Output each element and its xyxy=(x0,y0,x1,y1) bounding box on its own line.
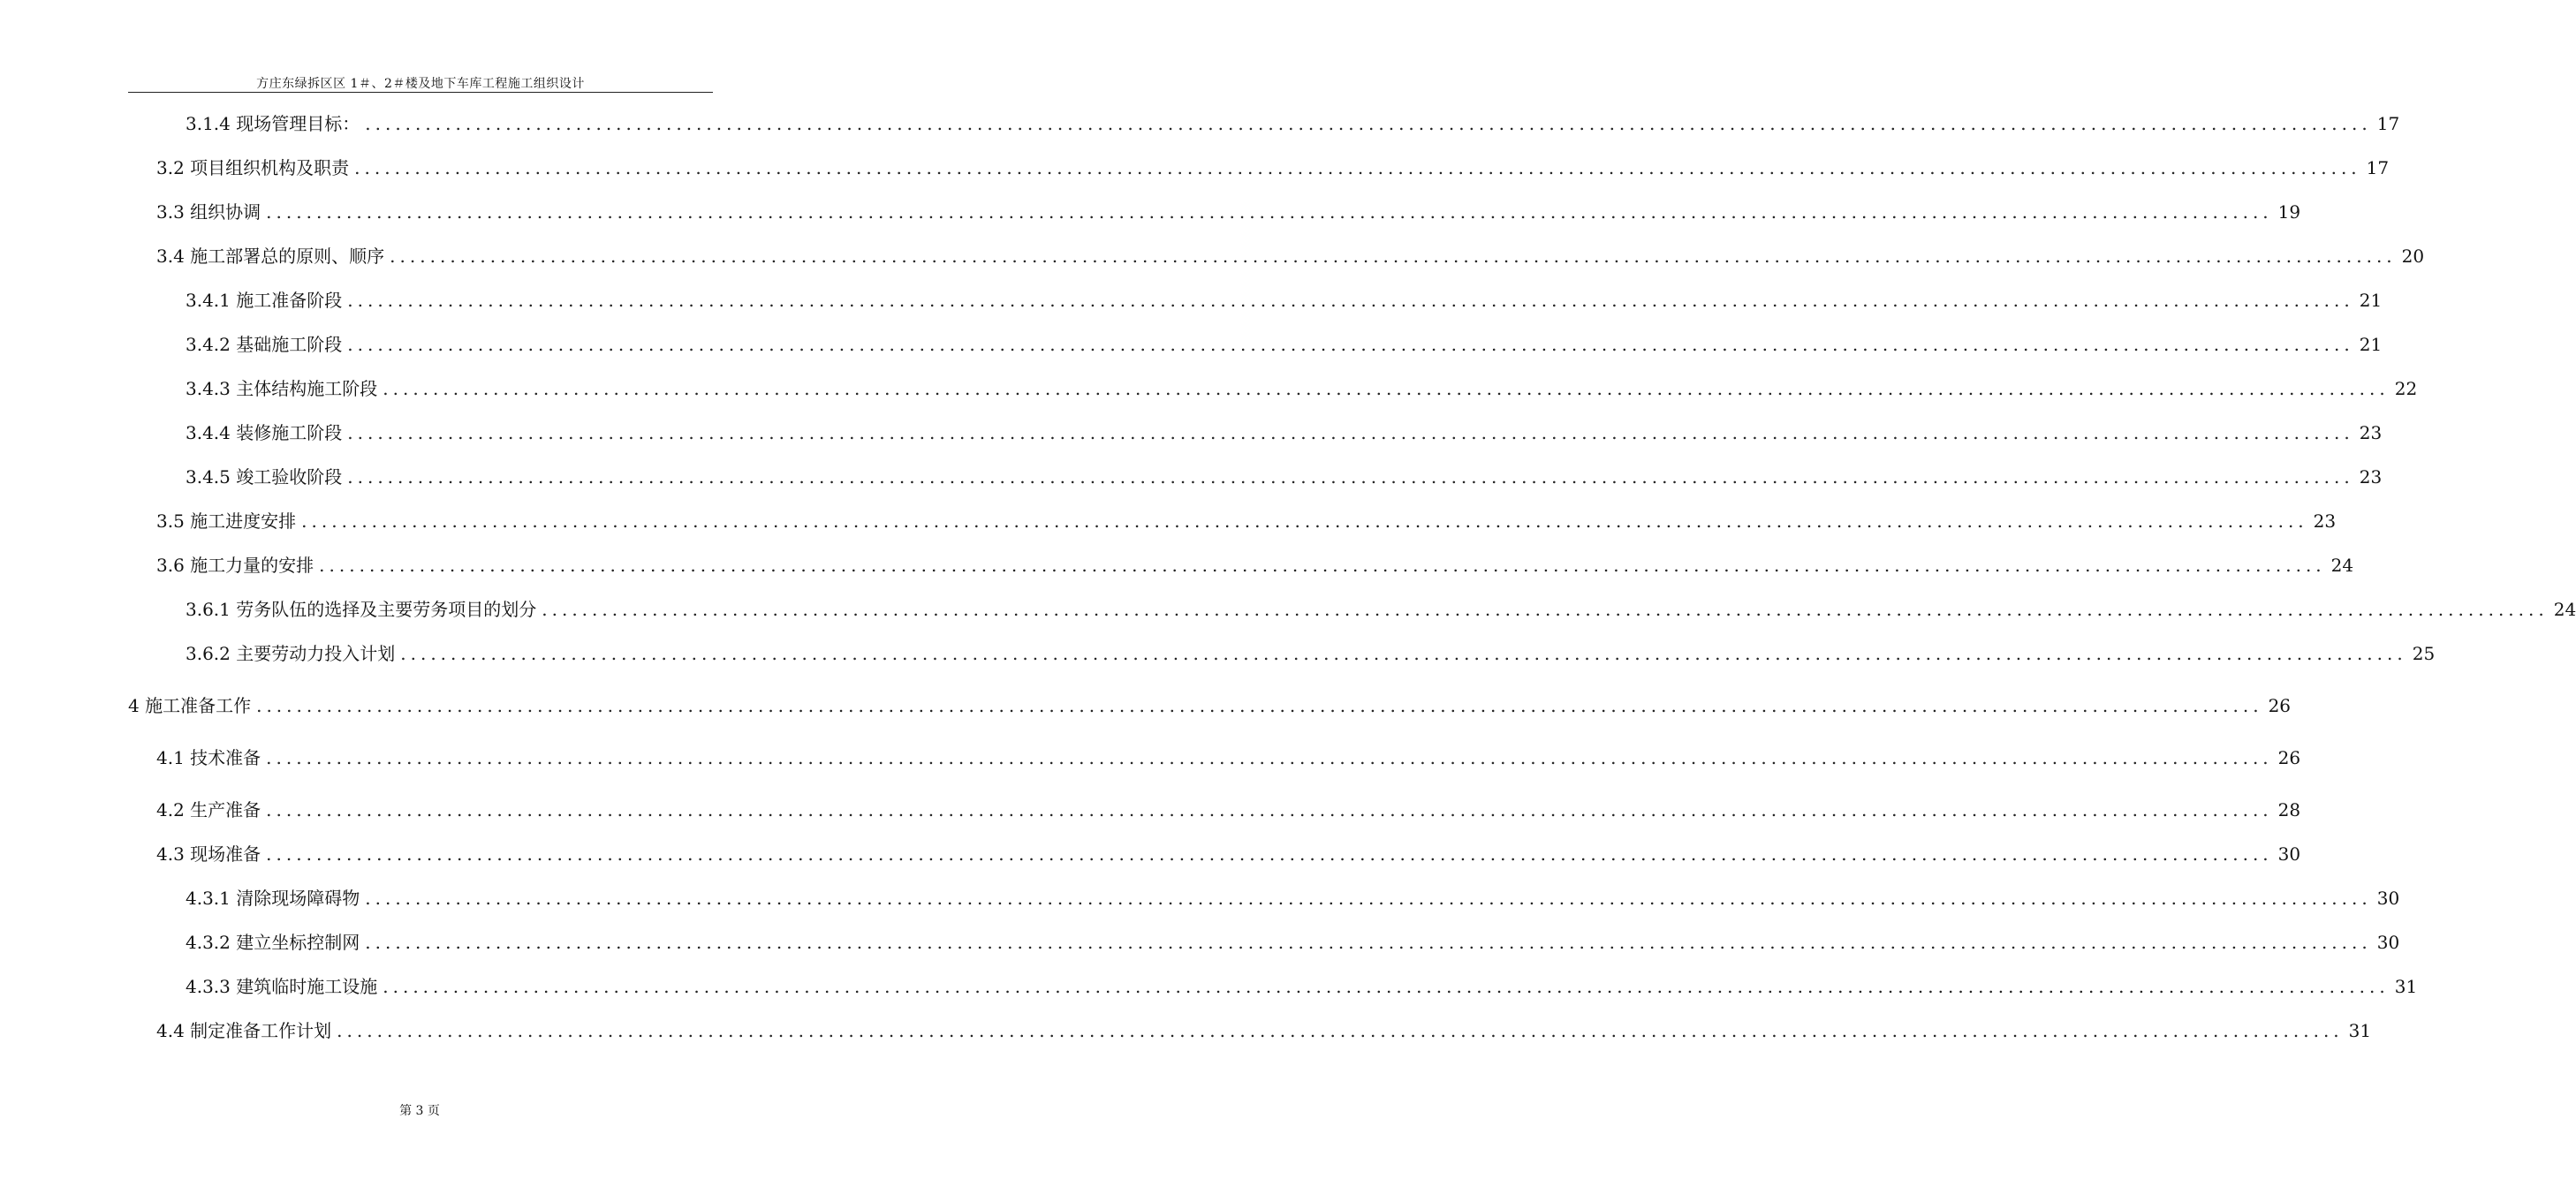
toc-entry[interactable] xyxy=(156,843,2301,866)
toc-entry-title: 4 施工准备工作 xyxy=(128,695,252,716)
toc-leader-dots: ........................................................................................................................................................................................................ xyxy=(266,799,2273,820)
toc-entry[interactable] xyxy=(186,642,2436,665)
toc-entry-page: 28 xyxy=(2277,799,2301,820)
toc-entry[interactable] xyxy=(186,289,2383,312)
toc-entry[interactable] xyxy=(186,465,2383,488)
toc-entry-title: 3.4.5 竣工验收阶段 xyxy=(186,466,343,488)
toc-entry-title: 4.3.1 清除现场障碍物 xyxy=(186,888,360,909)
toc-entry-title: 3.4.2 基础施工阶段 xyxy=(186,334,343,355)
toc-entry[interactable] xyxy=(156,245,2425,268)
toc-leader-dots: ........................................................................................................................................................................................................ xyxy=(383,378,2390,399)
toc-entry-page: 31 xyxy=(2348,1020,2372,1041)
toc-entry-page: 26 xyxy=(2277,747,2301,768)
toc-entry-title: 3.4.4 装修施工阶段 xyxy=(186,422,343,443)
toc-leader-dots: ........................................................................................................................................................................................................ xyxy=(266,747,2273,768)
toc-entry-page: 17 xyxy=(2366,157,2390,178)
toc-entry-page: 20 xyxy=(2401,246,2425,267)
toc-leader-dots: ........................................................................................................................................................................................................ xyxy=(365,932,2372,953)
toc-entry[interactable] xyxy=(156,1019,2372,1042)
toc-entry[interactable] xyxy=(156,798,2301,821)
toc-entry-title: 4.3.3 建筑临时施工设施 xyxy=(186,976,378,997)
toc-entry-page: 26 xyxy=(2268,695,2292,716)
toc-entry[interactable] xyxy=(156,156,2390,179)
toc-entry[interactable] xyxy=(186,931,2400,954)
toc-entry-title: 3.4.1 施工准备阶段 xyxy=(186,290,343,311)
toc-entry-page: 25 xyxy=(2412,643,2436,664)
toc-entry-page: 30 xyxy=(2376,888,2400,909)
toc-entry-page: 23 xyxy=(2359,422,2383,443)
toc-entry-title: 4.2 生产准备 xyxy=(156,799,261,820)
toc-entry[interactable] xyxy=(186,887,2400,910)
toc-entry[interactable] xyxy=(156,554,2354,577)
toc-leader-dots: ........................................................................................................................................................................................................ xyxy=(365,888,2372,909)
toc-entry[interactable] xyxy=(186,975,2418,998)
toc-leader-dots: ........................................................................................................................................................................................................ xyxy=(319,555,2326,576)
toc-entry-title: 3.5 施工进度安排 xyxy=(156,510,297,532)
toc-entry-title: 3.4 施工部署总的原则、顺序 xyxy=(156,246,385,267)
toc-entry[interactable] xyxy=(186,421,2383,444)
toc-entry-page: 22 xyxy=(2394,378,2418,399)
toc-entry-page: 30 xyxy=(2376,932,2400,953)
toc-leader-dots: ........................................................................................................................................................................................................ xyxy=(266,201,2273,223)
toc-entry-title: 3.2 项目组织机构及职责 xyxy=(156,157,350,178)
toc-entry-title: 3.3 组织协调 xyxy=(156,201,261,223)
toc-leader-dots: ........................................................................................................................................................................................................ xyxy=(347,422,2354,443)
toc-entry[interactable] xyxy=(128,694,2292,717)
toc-leader-dots: ........................................................................................................................................................................................................ xyxy=(542,599,2549,620)
toc-entry-title: 3.6.1 劳务队伍的选择及主要劳务项目的划分 xyxy=(186,599,537,620)
page-header-title: 方庄东绿拆区区 1＃、2＃楼及地下车库工程施工组织设计 xyxy=(256,77,585,91)
toc-leader-dots: ........................................................................................................................................................................................................ xyxy=(347,290,2354,311)
toc-entry-title: 3.6.2 主要劳动力投入计划 xyxy=(186,643,396,664)
toc-leader-dots: ........................................................................................................................................................................................................ xyxy=(347,466,2354,488)
toc-entry[interactable] xyxy=(156,510,2337,533)
toc-entry-page: 24 xyxy=(2330,555,2354,576)
toc-entry-title: 4.1 技术准备 xyxy=(156,747,261,768)
toc-entry-title: 3.4.3 主体结构施工阶段 xyxy=(186,378,378,399)
toc-entry-title: 4.3.2 建立坐标控制网 xyxy=(186,932,360,953)
toc-leader-dots: ........................................................................................................................................................................................................ xyxy=(256,695,2263,716)
toc-entry-title: 4.3 现场准备 xyxy=(156,843,261,865)
toc-entry[interactable] xyxy=(186,598,2576,621)
toc-leader-dots: ........................................................................................................................................................................................................ xyxy=(337,1020,2344,1041)
toc-leader-dots: ........................................................................................................................................................................................................ xyxy=(365,113,2372,134)
toc-entry-page: 30 xyxy=(2277,843,2301,865)
toc-leader-dots: ........................................................................................................................................................................................................ xyxy=(347,334,2354,355)
toc-entry-title: 4.4 制定准备工作计划 xyxy=(156,1020,332,1041)
toc-entry-page: 23 xyxy=(2359,466,2383,488)
page-footer-number: 第 3 页 xyxy=(399,1104,440,1118)
toc-entry-page: 24 xyxy=(2553,599,2576,620)
toc-entry-page: 21 xyxy=(2359,334,2383,355)
toc-entry-title: 3.1.4 现场管理目标： xyxy=(186,113,360,134)
toc-entry[interactable] xyxy=(156,200,2301,223)
toc-entry[interactable] xyxy=(186,377,2418,400)
toc-leader-dots: ........................................................................................................................................................................................................ xyxy=(301,510,2308,532)
toc-entry-page: 19 xyxy=(2277,201,2301,223)
toc-entry[interactable] xyxy=(186,333,2383,356)
toc-entry-page: 17 xyxy=(2376,113,2400,134)
toc-entry[interactable] xyxy=(156,746,2301,769)
toc-entry-page: 23 xyxy=(2313,510,2337,532)
toc-leader-dots: ........................................................................................................................................................................................................ xyxy=(266,843,2273,865)
toc-leader-dots: ........................................................................................................................................................................................................ xyxy=(383,976,2390,997)
toc-entry-page: 31 xyxy=(2394,976,2418,997)
toc-entry-title: 3.6 施工力量的安排 xyxy=(156,555,314,576)
toc-leader-dots: ........................................................................................................................................................................................................ xyxy=(354,157,2361,178)
toc-leader-dots: ........................................................................................................................................................................................................ xyxy=(390,246,2397,267)
toc-entry[interactable] xyxy=(186,112,2400,135)
toc-entry-page: 21 xyxy=(2359,290,2383,311)
header-divider xyxy=(128,92,713,93)
toc-leader-dots: ........................................................................................................................................................................................................ xyxy=(400,643,2407,664)
